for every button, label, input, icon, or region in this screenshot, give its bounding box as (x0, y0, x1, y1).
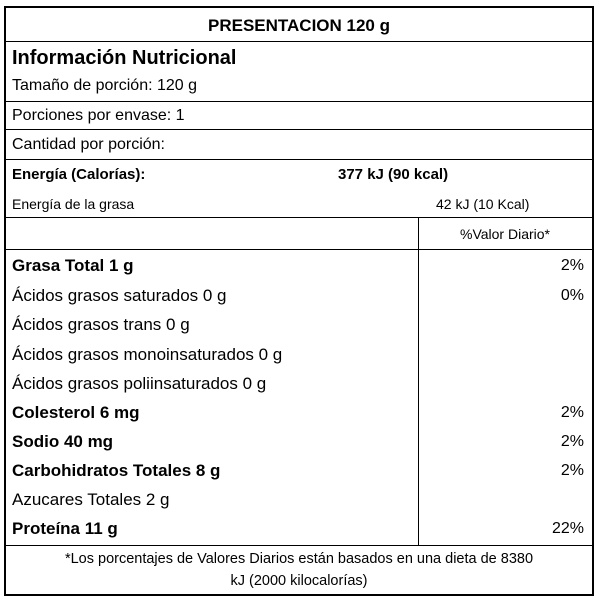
amount-per-serving: Cantidad por porción: (12, 136, 165, 153)
nutrient-label: Colesterol 6 mg (12, 403, 140, 422)
energy-value: 377 kJ (90 kcal) (338, 166, 449, 183)
nutrient-label: Azucares Totales 2 g (12, 490, 170, 509)
divider (6, 41, 592, 42)
nutrient-label: Ácidos grasos monoinsaturados 0 g (12, 345, 283, 364)
nutrient-label: Carbohidratos Totales 8 g (12, 461, 221, 480)
divider (6, 101, 592, 102)
divider (6, 545, 592, 546)
daily-value-header: %Valor Diario* (460, 226, 550, 242)
nutrient-dv: 2% (560, 257, 584, 274)
presentation-title: PRESENTACION 120 g (207, 16, 390, 35)
servings-per-container: Porciones por envase: 1 (12, 107, 185, 124)
nutrient-label: Ácidos grasos poliinsaturados 0 g (12, 374, 267, 393)
nutrition-label (4, 6, 594, 596)
column-divider (418, 249, 419, 545)
nutrient-dv: 2% (560, 404, 584, 421)
fat-energy-label: Energía de la grasa (12, 196, 135, 212)
nutrient-dv: 2% (560, 462, 584, 479)
nutrient-dv: 0% (560, 287, 584, 304)
divider (6, 217, 592, 218)
label-title: Información Nutricional (12, 47, 237, 69)
divider (6, 159, 592, 160)
serving-size: Tamaño de porción: 120 g (12, 77, 198, 94)
footnote-line2: kJ (2000 kilocalorías) (230, 573, 368, 589)
nutrient-dv: 22% (551, 520, 584, 537)
nutrient-label: Sodio 40 mg (12, 432, 114, 451)
divider (6, 129, 592, 130)
divider (6, 249, 592, 250)
nutrient-label: Ácidos grasos saturados 0 g (12, 286, 227, 305)
footnote-line1: *Los porcentajes de Valores Diarios están basados en una dieta de 8380 (64, 551, 534, 567)
nutrient-label: Grasa Total 1 g (12, 256, 134, 275)
fat-energy-value: 42 kJ (10 Kcal) (436, 196, 530, 212)
nutrient-dv: 2% (560, 433, 584, 450)
nutrient-row-fat (12, 256, 134, 276)
nutrient-label: Proteína 11 g (12, 519, 118, 538)
nutrient-label: Ácidos grasos trans 0 g (12, 315, 190, 334)
energy-label: Energía (Calorías): (12, 166, 146, 183)
